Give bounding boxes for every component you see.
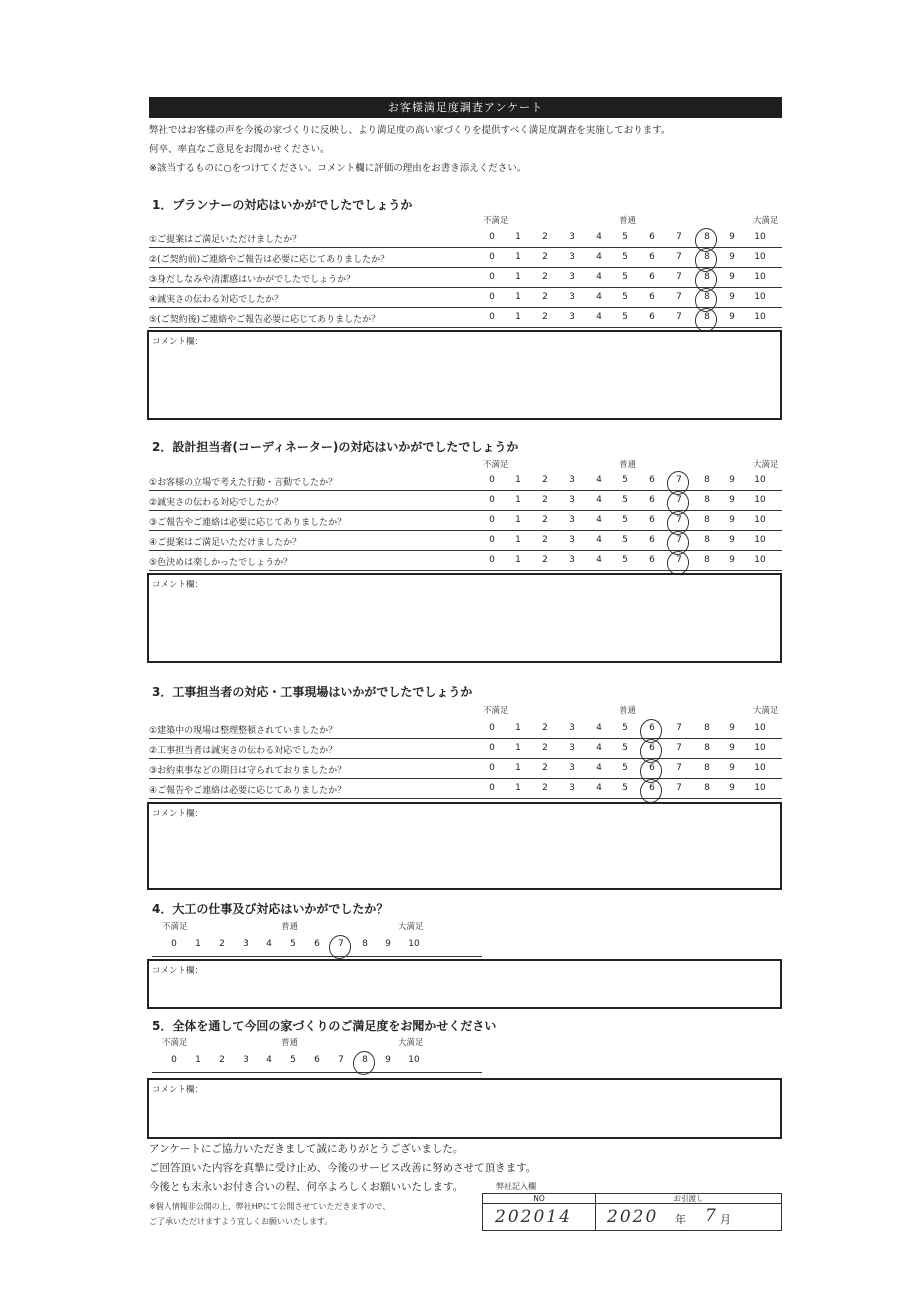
- rating-option-0[interactable]: 0: [489, 555, 495, 565]
- rating-option-2[interactable]: 2: [542, 535, 548, 545]
- section-3-comment-box[interactable]: [147, 802, 782, 890]
- rating-option-4[interactable]: 4: [596, 515, 602, 525]
- rating-option-3[interactable]: 3: [569, 555, 575, 565]
- rating-option-7[interactable]: 7: [676, 252, 682, 262]
- rating-option-4[interactable]: 4: [266, 939, 272, 949]
- rating-option-1[interactable]: 1: [515, 292, 521, 302]
- rating-option-6[interactable]: 6: [649, 252, 655, 262]
- rating-option-2[interactable]: 2: [542, 232, 548, 242]
- intro-line-1: 弊社ではお客様の声を今後の家づくりに反映し、より満足度の高い家づくりを提供すべく満足度調査を実施しております。: [149, 125, 671, 136]
- scale-underline: [152, 956, 482, 957]
- question-text: ⑤色決めは楽しかったでしょうか？: [149, 558, 293, 568]
- section-1-comment-box[interactable]: [147, 330, 782, 420]
- rating-option-8[interactable]: 8: [362, 939, 368, 949]
- scale-mid-label: 普通: [281, 1038, 299, 1048]
- scale-low-label: 不満足: [483, 706, 509, 716]
- rating-option-8[interactable]: 8: [704, 723, 710, 733]
- question-text: ④ご提案はご満足いただけましたか？: [149, 538, 302, 548]
- section-5-comment-box[interactable]: [147, 1078, 782, 1139]
- comment-label: コメント欄：: [152, 1085, 204, 1095]
- rating-option-1[interactable]: 1: [515, 723, 521, 733]
- rating-option-3[interactable]: 3: [569, 515, 575, 525]
- rating-option-8[interactable]: 8: [704, 475, 710, 485]
- comment-label: コメント欄：: [152, 337, 204, 347]
- rating-option-5[interactable]: 5: [290, 1055, 296, 1065]
- rating-option-7[interactable]: 7: [676, 743, 682, 753]
- rating-option-1[interactable]: 1: [515, 535, 521, 545]
- question-row: [149, 288, 782, 308]
- rating-option-4[interactable]: 4: [596, 743, 602, 753]
- rating-option-8[interactable]: 8: [697, 292, 717, 302]
- question-text: ①ご提案はご満足いただけましたか？: [149, 235, 302, 245]
- rating-option-2[interactable]: 2: [542, 312, 548, 322]
- rating-option-7[interactable]: 7: [669, 495, 689, 505]
- question-row: [149, 759, 782, 779]
- rating-option-10[interactable]: 10: [408, 1055, 420, 1065]
- rating-option-3[interactable]: 3: [569, 495, 575, 505]
- rating-option-2[interactable]: 2: [542, 783, 548, 793]
- rating-option-9[interactable]: 9: [729, 292, 735, 302]
- rating-option-9[interactable]: 9: [729, 555, 735, 565]
- scale-low-label: 不満足: [483, 460, 509, 470]
- rating-option-1[interactable]: 1: [515, 783, 521, 793]
- rating-option-1[interactable]: 1: [515, 232, 521, 242]
- rating-option-5[interactable]: 5: [622, 312, 628, 322]
- rating-option-5[interactable]: 5: [622, 535, 628, 545]
- rating-option-4[interactable]: 4: [596, 252, 602, 262]
- question-row: [149, 531, 782, 551]
- rating-option-5[interactable]: 5: [622, 475, 628, 485]
- rating-option-1[interactable]: 1: [515, 763, 521, 773]
- rating-option-6[interactable]: 6: [649, 555, 655, 565]
- scale-high-label: 大満足: [753, 216, 779, 226]
- rating-option-2[interactable]: 2: [542, 723, 548, 733]
- comment-label: コメント欄：: [152, 809, 204, 819]
- rating-option-10[interactable]: 10: [754, 723, 766, 733]
- rating-option-4[interactable]: 4: [596, 723, 602, 733]
- rating-option-3[interactable]: 3: [569, 723, 575, 733]
- question-row: [149, 308, 782, 328]
- rating-option-7[interactable]: 7: [676, 292, 682, 302]
- rating-option-8[interactable]: 8: [704, 535, 710, 545]
- rating-option-7[interactable]: 7: [669, 535, 689, 545]
- rating-option-7[interactable]: 7: [676, 783, 682, 793]
- rating-option-2[interactable]: 2: [542, 763, 548, 773]
- question-text: ④誠実さの伝わる対応でしたか？: [149, 295, 284, 305]
- rating-option-8[interactable]: 8: [704, 763, 710, 773]
- rating-option-9[interactable]: 9: [729, 763, 735, 773]
- privacy-note-1: ※個人情報非公開の上、弊社HPにて公開させていただきますので、: [149, 1202, 391, 1211]
- rating-option-0[interactable]: 0: [171, 1055, 177, 1065]
- scale-mid-label: 普通: [619, 460, 637, 470]
- question-text: ⑤(ご契約後)ご連絡やご報告必要に応じてありましたか？: [149, 315, 381, 325]
- scale-low-label: 不満足: [162, 922, 188, 932]
- rating-option-6[interactable]: 6: [649, 312, 655, 322]
- rating-option-2[interactable]: 2: [542, 272, 548, 282]
- rating-option-2[interactable]: 2: [219, 939, 225, 949]
- rating-option-7[interactable]: 7: [669, 555, 689, 565]
- rating-option-10[interactable]: 10: [754, 783, 766, 793]
- rating-option-10[interactable]: 10: [754, 515, 766, 525]
- rating-option-4[interactable]: 4: [596, 292, 602, 302]
- rating-option-0[interactable]: 0: [489, 535, 495, 545]
- question-row: [149, 268, 782, 288]
- rating-option-10[interactable]: 10: [754, 763, 766, 773]
- year-unit: 年: [675, 1213, 686, 1226]
- rating-option-1[interactable]: 1: [515, 515, 521, 525]
- question-row: [149, 719, 782, 739]
- question-text: ②(ご契約前)ご連絡やご報告は必要に応じてありましたか？: [149, 255, 390, 265]
- office-table-divider: [595, 1204, 596, 1231]
- rating-option-4[interactable]: 4: [596, 763, 602, 773]
- rating-option-5[interactable]: 5: [622, 723, 628, 733]
- rating-option-2[interactable]: 2: [542, 495, 548, 505]
- rating-option-0[interactable]: 0: [489, 232, 495, 242]
- rating-option-5[interactable]: 5: [622, 232, 628, 242]
- closing-line-3: 今後とも末永いお付き合いの程、何卒よろしくお願いいたします。: [149, 1181, 464, 1193]
- rating-option-3[interactable]: 3: [569, 535, 575, 545]
- rating-option-7[interactable]: 7: [338, 1055, 344, 1065]
- section-5-heading: 5．全体を通して今回の家づくりのご満足度をお聞かせください: [152, 1019, 497, 1033]
- rating-option-3[interactable]: 3: [569, 783, 575, 793]
- delivery-month: 7: [705, 1206, 716, 1226]
- rating-option-1[interactable]: 1: [515, 743, 521, 753]
- rating-option-6[interactable]: 6: [649, 515, 655, 525]
- rating-option-10[interactable]: 10: [754, 555, 766, 565]
- rating-option-0[interactable]: 0: [489, 292, 495, 302]
- rating-option-0[interactable]: 0: [489, 272, 495, 282]
- rating-option-7[interactable]: 7: [669, 475, 689, 485]
- section-2-heading: 2．設計担当者(コーディネーター)の対応はいかがでしたでしょうか: [152, 440, 519, 454]
- rating-option-4[interactable]: 4: [596, 555, 602, 565]
- rating-option-0[interactable]: 0: [489, 475, 495, 485]
- rating-option-6[interactable]: 6: [649, 232, 655, 242]
- question-text: ②工事担当者は誠実さの伝わる対応でしたか？: [149, 746, 338, 756]
- rating-option-8[interactable]: 8: [704, 783, 710, 793]
- question-row: [149, 779, 782, 799]
- rating-option-2[interactable]: 2: [542, 555, 548, 565]
- rating-option-0[interactable]: 0: [489, 783, 495, 793]
- rating-option-2[interactable]: 2: [542, 475, 548, 485]
- question-text: ③お約束事などの期日は守られておりましたか？: [149, 766, 347, 776]
- comment-label: コメント欄：: [152, 966, 204, 976]
- question-text: ②誠実さの伝わる対応でしたか？: [149, 498, 284, 508]
- rating-option-4[interactable]: 4: [266, 1055, 272, 1065]
- rating-option-10[interactable]: 10: [754, 743, 766, 753]
- rating-option-9[interactable]: 9: [385, 939, 391, 949]
- scale-low-label: 不満足: [483, 216, 509, 226]
- section-2-comment-box[interactable]: [147, 573, 782, 663]
- rating-option-4[interactable]: 4: [596, 783, 602, 793]
- rating-option-2[interactable]: 2: [219, 1055, 225, 1065]
- rating-option-6[interactable]: 6: [642, 763, 662, 773]
- rating-option-1[interactable]: 1: [515, 555, 521, 565]
- rating-option-9[interactable]: 9: [729, 783, 735, 793]
- section-4-heading: 4．大工の仕事及び対応はいかがでしたか？: [152, 902, 389, 916]
- rating-option-5[interactable]: 5: [622, 495, 628, 505]
- rating-option-5[interactable]: 5: [622, 515, 628, 525]
- scale-mid-label: 普通: [281, 922, 299, 932]
- rating-option-4[interactable]: 4: [596, 312, 602, 322]
- section-1-heading: 1．プランナーの対応はいかがでしたでしょうか: [152, 198, 413, 212]
- question-row: [149, 551, 782, 571]
- rating-option-4[interactable]: 4: [596, 535, 602, 545]
- rating-option-10[interactable]: 10: [754, 272, 766, 282]
- rating-option-6[interactable]: 6: [649, 495, 655, 505]
- rating-option-7[interactable]: 7: [676, 232, 682, 242]
- rating-option-0[interactable]: 0: [489, 252, 495, 262]
- scale-high-label: 大満足: [753, 460, 779, 470]
- rating-option-8[interactable]: 8: [704, 515, 710, 525]
- rating-option-6[interactable]: 6: [649, 535, 655, 545]
- selected-rating-circle: [638, 777, 665, 805]
- rating-option-6[interactable]: 6: [649, 272, 655, 282]
- rating-option-10[interactable]: 10: [754, 312, 766, 322]
- rating-option-7[interactable]: 7: [676, 312, 682, 322]
- rating-option-5[interactable]: 5: [622, 783, 628, 793]
- rating-option-3[interactable]: 3: [569, 743, 575, 753]
- question-row: [149, 228, 782, 248]
- rating-option-6[interactable]: 6: [314, 939, 320, 949]
- rating-option-4[interactable]: 4: [596, 475, 602, 485]
- rating-option-1[interactable]: 1: [515, 495, 521, 505]
- question-text: ④ご報告やご連絡は必要に応じてありましたか？: [149, 786, 347, 796]
- rating-option-3[interactable]: 3: [569, 232, 575, 242]
- question-row: [149, 491, 782, 511]
- rating-option-1[interactable]: 1: [195, 939, 201, 949]
- rating-option-2[interactable]: 2: [542, 743, 548, 753]
- delivery-year: 2020: [607, 1207, 659, 1227]
- rating-option-2[interactable]: 2: [542, 292, 548, 302]
- question-row: [149, 511, 782, 531]
- rating-option-9[interactable]: 9: [729, 515, 735, 525]
- rating-option-9[interactable]: 9: [729, 475, 735, 485]
- rating-option-3[interactable]: 3: [569, 292, 575, 302]
- rating-option-3[interactable]: 3: [243, 1055, 249, 1065]
- rating-option-8[interactable]: 8: [697, 272, 717, 282]
- rating-option-0[interactable]: 0: [489, 495, 495, 505]
- rating-option-1[interactable]: 1: [515, 272, 521, 282]
- scale-high-label: 大満足: [398, 1038, 424, 1048]
- rating-option-9[interactable]: 9: [729, 232, 735, 242]
- rating-option-8[interactable]: 8: [704, 555, 710, 565]
- rating-option-10[interactable]: 10: [754, 232, 766, 242]
- intro-line-2: 何卒、率直なご意見をお聞かせください。: [149, 144, 330, 155]
- delivery-header: お引渡し: [596, 1194, 781, 1204]
- no-header: NO: [483, 1194, 596, 1204]
- rating-option-3[interactable]: 3: [243, 939, 249, 949]
- rating-option-9[interactable]: 9: [729, 312, 735, 322]
- no-value: 202014: [495, 1207, 572, 1227]
- month-unit: 月: [720, 1213, 731, 1226]
- rating-option-10[interactable]: 10: [408, 939, 420, 949]
- rating-option-4[interactable]: 4: [596, 272, 602, 282]
- rating-option-5[interactable]: 5: [622, 743, 628, 753]
- scale-underline: [152, 1072, 482, 1073]
- rating-option-4[interactable]: 4: [596, 495, 602, 505]
- rating-option-0[interactable]: 0: [489, 515, 495, 525]
- rating-option-2[interactable]: 2: [542, 252, 548, 262]
- office-use-table: [482, 1193, 782, 1231]
- rating-option-5[interactable]: 5: [622, 252, 628, 262]
- section-3-heading: 3．工事担当者の対応・工事現場はいかがでしたでしょうか: [152, 685, 473, 699]
- rating-option-6[interactable]: 6: [649, 475, 655, 485]
- rating-option-10[interactable]: 10: [754, 535, 766, 545]
- scale-mid-label: 普通: [619, 706, 637, 716]
- rating-option-9[interactable]: 9: [729, 252, 735, 262]
- intro-line-3: ※該当するものに○をつけてください。コメント欄に評価の理由をお書き添えください。: [149, 163, 527, 174]
- question-text: ③身だしなみや清潔感はいかがでしたでしょうか？: [149, 275, 356, 285]
- rating-option-1[interactable]: 1: [515, 312, 521, 322]
- rating-option-2[interactable]: 2: [542, 515, 548, 525]
- rating-option-10[interactable]: 10: [754, 475, 766, 485]
- rating-option-6[interactable]: 6: [642, 743, 662, 753]
- rating-option-5[interactable]: 5: [622, 272, 628, 282]
- question-row: [149, 739, 782, 759]
- rating-option-3[interactable]: 3: [569, 475, 575, 485]
- rating-option-9[interactable]: 9: [729, 723, 735, 733]
- scale-high-label: 大満足: [753, 706, 779, 716]
- section-4-comment-box[interactable]: [147, 959, 782, 1009]
- rating-option-8[interactable]: 8: [697, 312, 717, 322]
- rating-option-3[interactable]: 3: [569, 272, 575, 282]
- survey-title: お客様満足度調査アンケート: [149, 97, 782, 118]
- rating-option-9[interactable]: 9: [385, 1055, 391, 1065]
- rating-option-8[interactable]: 8: [704, 495, 710, 505]
- office-use-title: 弊社記入欄: [496, 1182, 536, 1191]
- rating-option-8[interactable]: 8: [697, 252, 717, 262]
- rating-option-0[interactable]: 0: [489, 743, 495, 753]
- rating-option-7[interactable]: 7: [676, 272, 682, 282]
- rating-option-0[interactable]: 0: [489, 763, 495, 773]
- rating-option-4[interactable]: 4: [596, 232, 602, 242]
- rating-option-3[interactable]: 3: [569, 312, 575, 322]
- rating-option-9[interactable]: 9: [729, 272, 735, 282]
- rating-option-8[interactable]: 8: [704, 743, 710, 753]
- rating-option-5[interactable]: 5: [622, 292, 628, 302]
- rating-option-0[interactable]: 0: [171, 939, 177, 949]
- rating-option-10[interactable]: 10: [754, 252, 766, 262]
- rating-option-6[interactable]: 6: [642, 723, 662, 733]
- rating-option-1[interactable]: 1: [515, 475, 521, 485]
- comment-label: コメント欄：: [152, 580, 204, 590]
- rating-option-3[interactable]: 3: [569, 763, 575, 773]
- rating-option-7[interactable]: 7: [669, 515, 689, 525]
- question-text: ①建築中の現場は整理整頓されていましたか？: [149, 726, 338, 736]
- scale-high-label: 大満足: [398, 922, 424, 932]
- rating-option-6[interactable]: 6: [314, 1055, 320, 1065]
- rating-option-10[interactable]: 10: [754, 495, 766, 505]
- question-text: ①お客様の立場で考えた行動・言動でしたか？: [149, 478, 338, 488]
- scale-low-label: 不満足: [162, 1038, 188, 1048]
- rating-option-5[interactable]: 5: [290, 939, 296, 949]
- question-row: [149, 248, 782, 268]
- rating-option-1[interactable]: 1: [515, 252, 521, 262]
- closing-line-2: ご回答頂いた内容を真摯に受け止め、今後のサービス改善に努めさせて頂きます。: [149, 1162, 537, 1174]
- rating-option-6[interactable]: 6: [649, 292, 655, 302]
- rating-option-9[interactable]: 9: [729, 495, 735, 505]
- rating-option-7[interactable]: 7: [676, 723, 682, 733]
- rating-option-7[interactable]: 7: [331, 939, 351, 949]
- rating-option-7[interactable]: 7: [676, 763, 682, 773]
- privacy-note-2: ご了承いただけますよう宜しくお願いいたします。: [149, 1217, 333, 1226]
- rating-option-10[interactable]: 10: [754, 292, 766, 302]
- scale-mid-label: 普通: [619, 216, 637, 226]
- rating-option-8[interactable]: 8: [697, 232, 717, 242]
- closing-line-1: アンケートにご協力いただきまして誠にありがとうございました。: [149, 1143, 464, 1155]
- rating-option-6[interactable]: 6: [642, 783, 662, 793]
- rating-option-5[interactable]: 5: [622, 555, 628, 565]
- rating-option-1[interactable]: 1: [195, 1055, 201, 1065]
- rating-option-0[interactable]: 0: [489, 723, 495, 733]
- rating-option-9[interactable]: 9: [729, 743, 735, 753]
- question-row: [149, 471, 782, 491]
- question-text: ③ご報告やご連絡は必要に応じてありましたか？: [149, 518, 347, 528]
- rating-option-5[interactable]: 5: [622, 763, 628, 773]
- rating-option-3[interactable]: 3: [569, 252, 575, 262]
- rating-option-8[interactable]: 8: [355, 1055, 375, 1065]
- rating-option-0[interactable]: 0: [489, 312, 495, 322]
- rating-option-9[interactable]: 9: [729, 535, 735, 545]
